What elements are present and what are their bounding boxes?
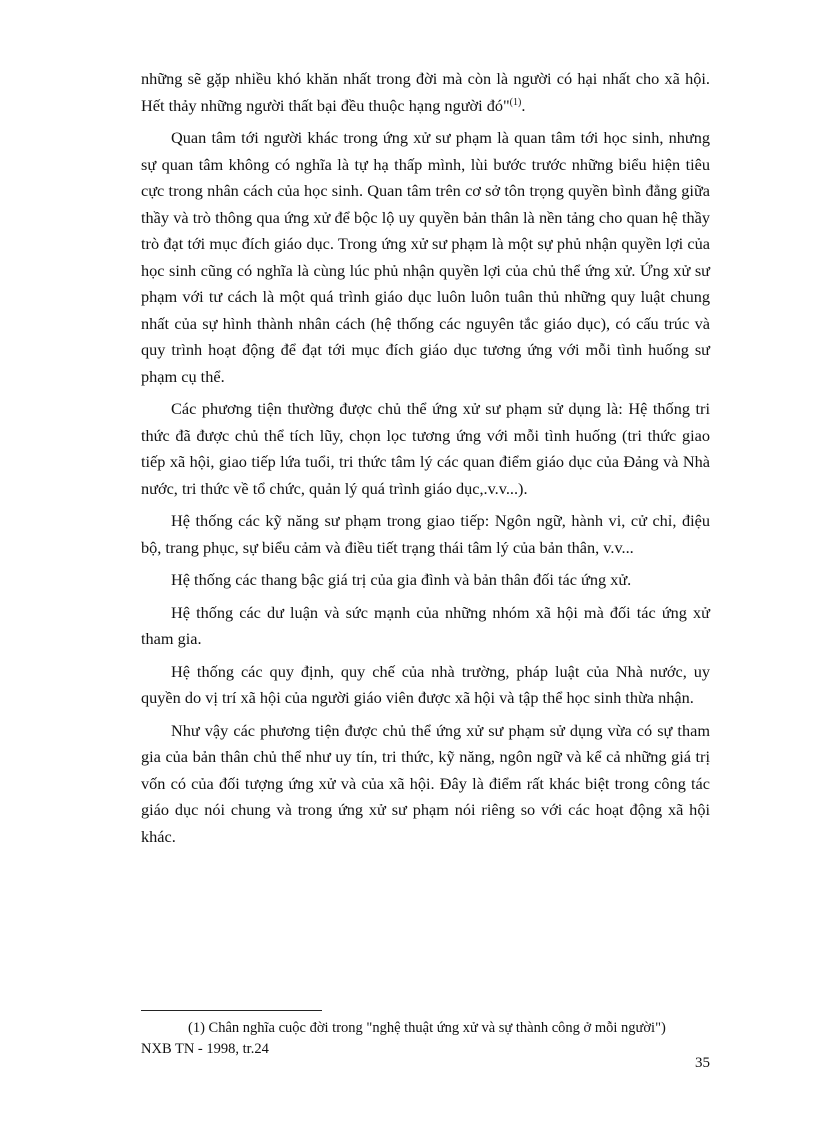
- page-body: [141, 66, 710, 856]
- footnote: [141, 1018, 710, 1060]
- body-paragraph: Các phương tiện thường được chủ thể ứng xử sư phạm sử dụng là: Hệ thống tri thức đã được chủ thể tích lũy, chọn lọc tương ứng với mỗi tình huống (tri thức giao tiếp xã hội, giao tiếp lứa tuổi, tri thức tâm lý các quan điểm giáo dục của Đảng và Nhà nước, tri thức về tổ chức, quản lý quá trình giáo dục,.v.v...).: [141, 399, 710, 498]
- footnote-citation: (1) Chân nghĩa cuộc đời trong "nghệ thuật ứng xử và sự thành công ở mỗi người"): [188, 1020, 666, 1036]
- body-paragraph: Hệ thống các thang bậc giá trị của gia đình và bản thân đối tác ứng xử.: [171, 570, 632, 589]
- body-paragraph: Như vậy các phương tiện được chủ thể ứng xử sư phạm sử dụng vừa có sự tham gia của bản thân chủ thể như uy tín, tri thức, kỹ năng, ngôn ngữ và kể cả những giá trị vốn có của đối tượng ứng xử và của xã hội. Đây là điểm rất khác biệt trong công tác giáo dục nói chung và trong ứng xử sư phạm nói riêng so với các hoạt động xã hội khác.: [141, 720, 710, 846]
- footnote-divider: [141, 1010, 322, 1011]
- paragraph-text: những sẽ gặp nhiều khó khăn nhất trong đời mà còn là người có hại nhất cho xã hội. Hết thảy những người thất bại đều thuộc hạng người đó": [141, 69, 710, 115]
- footnote-publisher: NXB TN - 1998, tr.24: [141, 1041, 269, 1057]
- body-paragraph: Hệ thống các quy định, quy chế của nhà trường, pháp luật của Nhà nước, uy quyền do vị trí xã hội của người giáo viên được xã hội và tập thể học sinh thừa nhận.: [141, 661, 710, 707]
- body-paragraph: Hệ thống các dư luận và sức mạnh của những nhóm xã hội mà đối tác ứng xử tham gia.: [141, 602, 710, 648]
- body-paragraph: Quan tâm tới người khác trong ứng xử sư phạm là quan tâm tới học sinh, nhưng sự quan tâm không có nghĩa là tự hạ thấp mình, lùi bước trước những biểu hiện tiêu cực trong nhân cách của học sinh. Quan tâm trên cơ sở tôn trọng quyền bình đẳng giữa thầy và trò thông qua ứng xử để bộc lộ uy quyền bản thân là nền tảng cho quan hệ thầy trò đạt tới mục đích giáo dục. Trong ứng xử sư phạm là một sự phủ nhận quyền lợi của học sinh cũng có nghĩa là cùng lúc phủ nhận quyền lợi của chủ thể ứng xử. Ứng xử sư phạm với tư cách là một quá trình giáo dục luôn luôn tuân thủ những quy luật chung nhất của sự hình thành nhân cách (hệ thống các nguyên tắc giáo dục), có cấu trúc và quy trình hoạt động để đạt tới mục đích giáo dục tương ứng với mỗi tình huống sư phạm cụ thể.: [141, 128, 710, 386]
- footnote-marker: (1): [509, 96, 522, 108]
- body-paragraph: [141, 66, 710, 119]
- body-paragraph: Hệ thống các kỹ năng sư phạm trong giao tiếp: Ngôn ngữ, hành vi, cử chỉ, điệu bộ, trang phục, sự biểu cảm và điều tiết trạng thái tâm lý của bản thân, v.v...: [141, 511, 710, 557]
- page-number: 35: [695, 1055, 710, 1071]
- sentence-end: .: [521, 95, 526, 115]
